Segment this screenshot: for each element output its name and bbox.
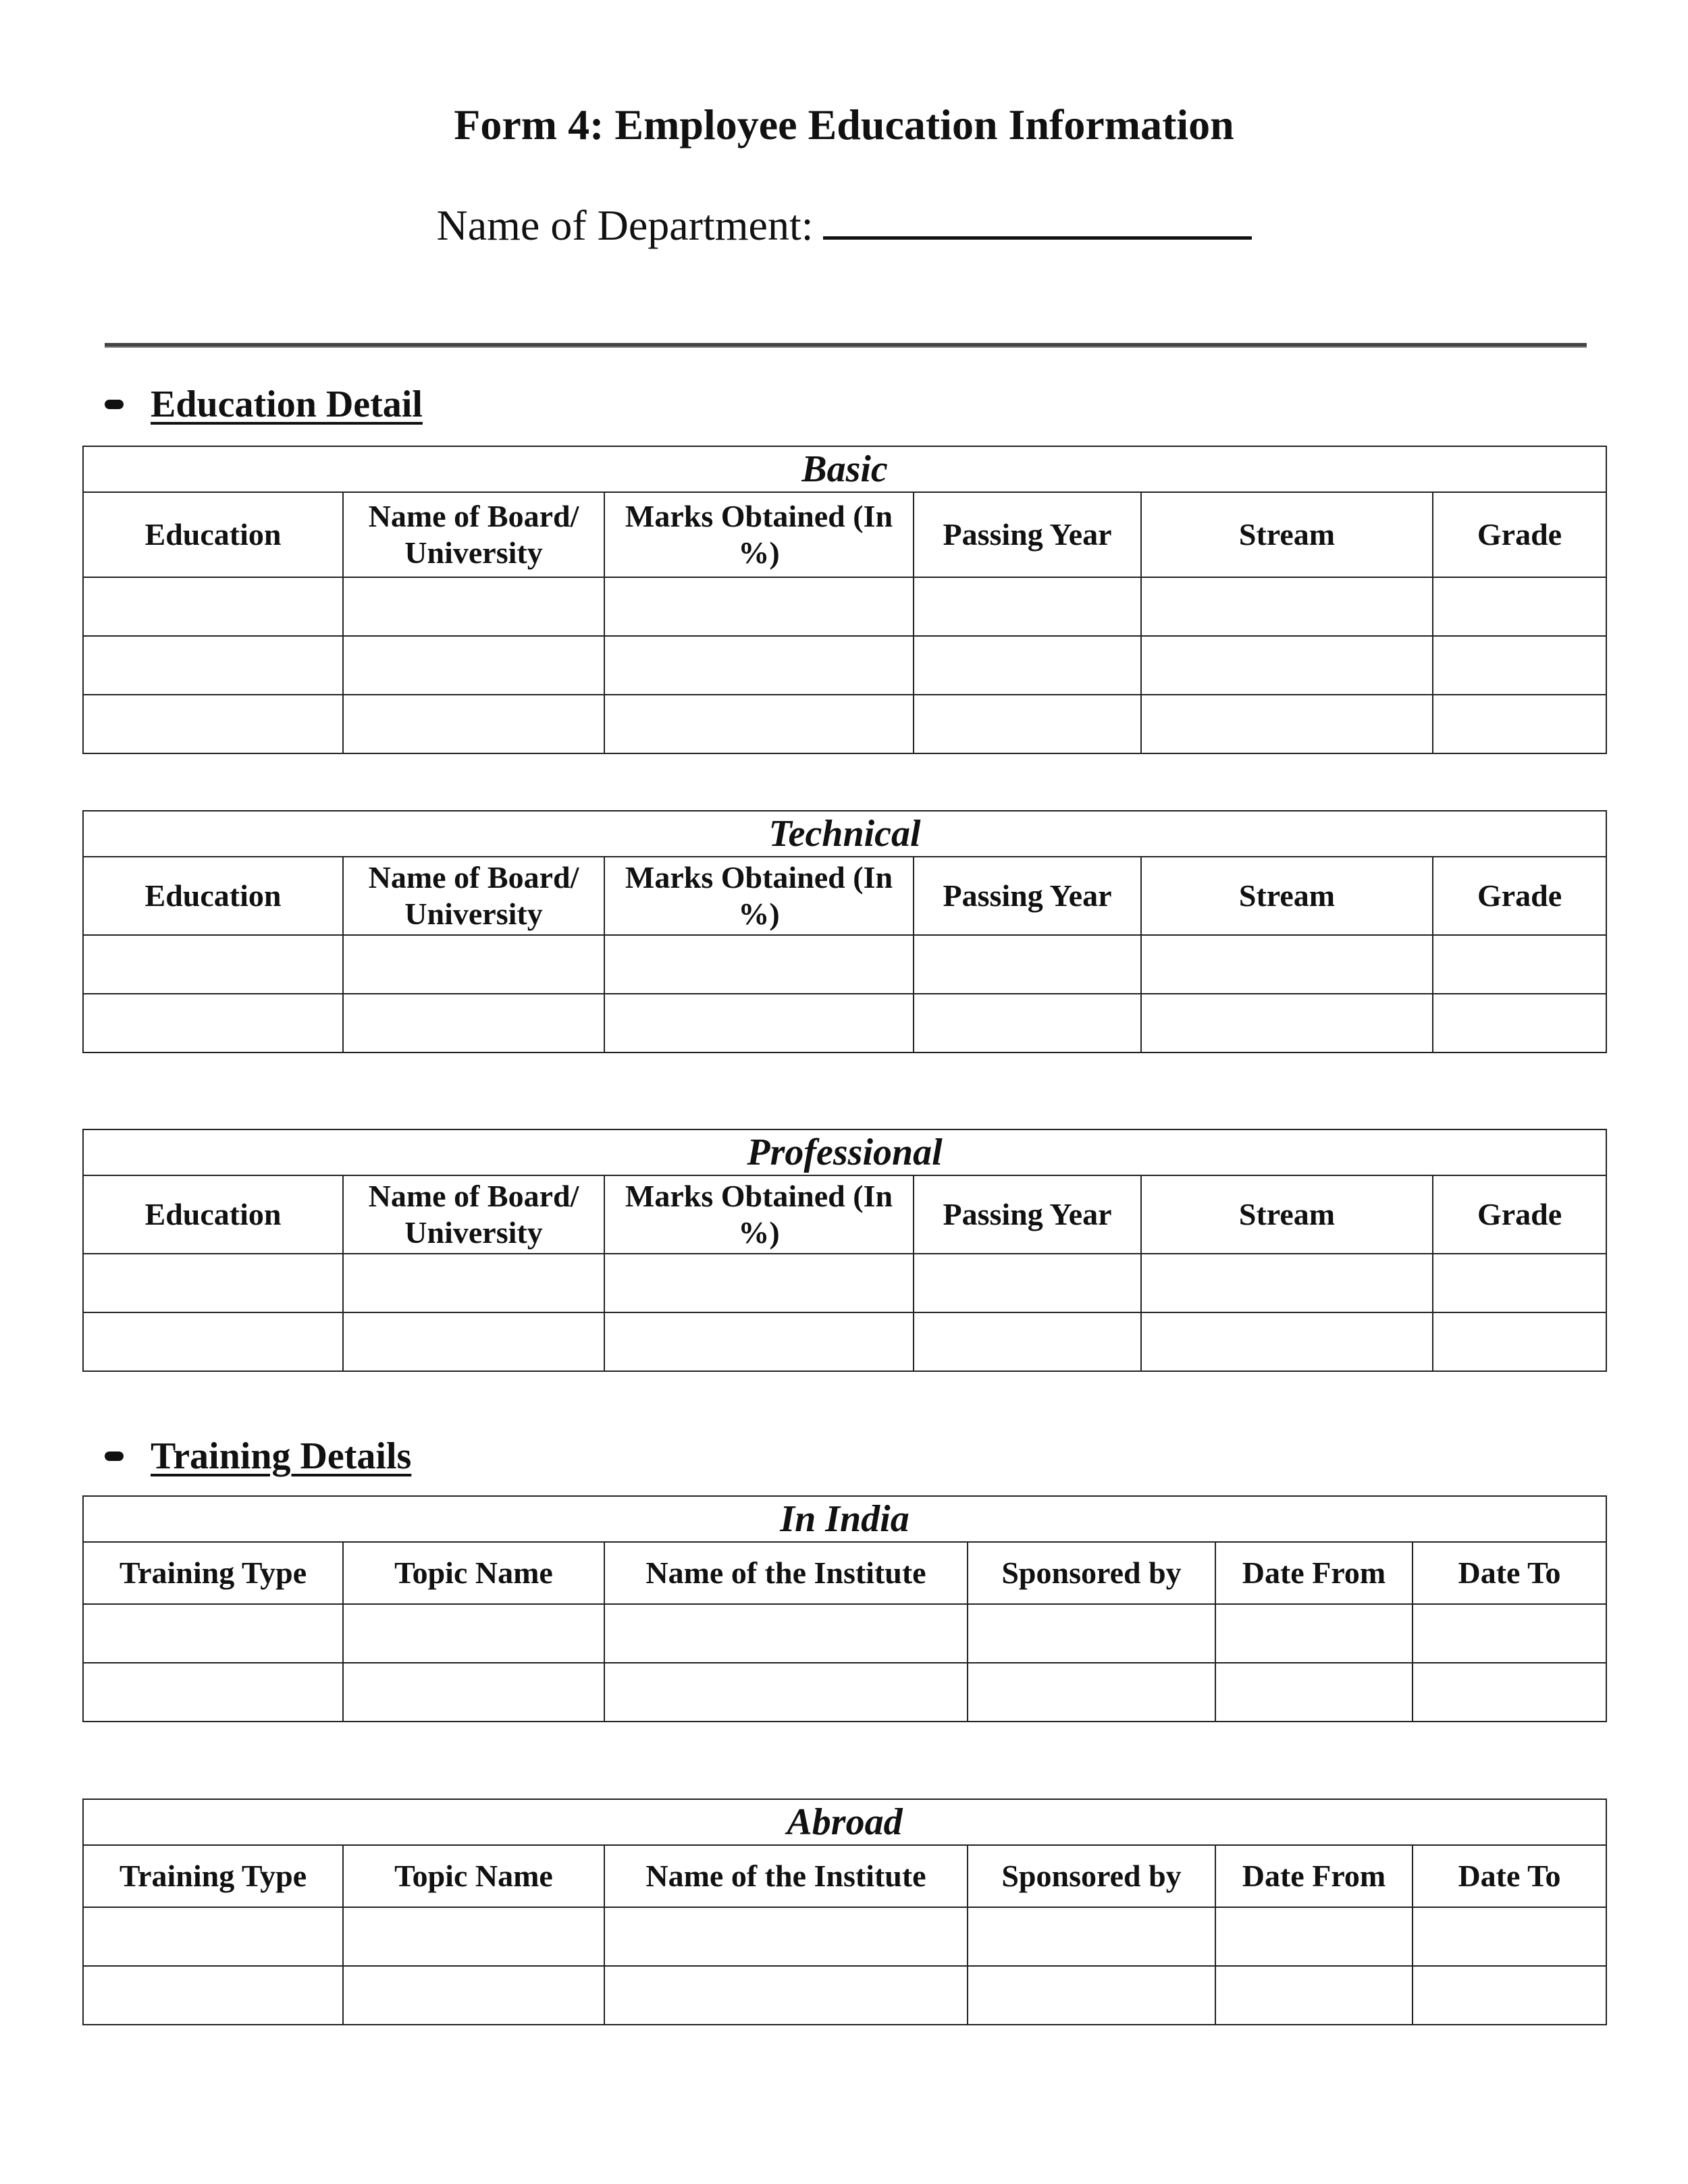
column-header: Date To — [1413, 1845, 1606, 1907]
table-header-row — [83, 1175, 1606, 1254]
column-header: Education — [83, 492, 343, 577]
table-cell-input[interactable] — [343, 1966, 604, 2025]
table-header-row — [83, 1542, 1606, 1604]
table-cell-input[interactable] — [914, 636, 1141, 695]
bullet-icon — [105, 1451, 124, 1461]
table-cell-input[interactable] — [1413, 1604, 1606, 1663]
column-header: Passing Year — [914, 857, 1141, 935]
technical-table — [82, 810, 1607, 1053]
table-row — [83, 1907, 1606, 1966]
table-cell-input[interactable] — [1413, 1663, 1606, 1722]
table-cell-input[interactable] — [343, 1604, 604, 1663]
table-cell-input[interactable] — [968, 1966, 1215, 2025]
table-row — [83, 935, 1606, 994]
table-cell-input[interactable] — [83, 1604, 343, 1663]
column-header: Name of Board/ University — [343, 857, 604, 935]
table-caption: Technical — [83, 811, 1606, 857]
table-cell-input[interactable] — [1141, 1312, 1433, 1371]
column-header: Education — [83, 1175, 343, 1254]
table-cell-input[interactable] — [83, 1312, 343, 1371]
table-cell-input[interactable] — [968, 1604, 1215, 1663]
column-header: Name of Board/ University — [343, 1175, 604, 1254]
table-cell-input[interactable] — [1215, 1966, 1413, 2025]
table-cell-input[interactable] — [1433, 695, 1606, 753]
table-cell-input[interactable] — [1413, 1966, 1606, 2025]
table-cell-input[interactable] — [914, 935, 1141, 994]
table-cell-input[interactable] — [1141, 935, 1433, 994]
department-input-blank[interactable] — [823, 197, 1252, 240]
education-heading-label: Education Detail — [151, 383, 423, 425]
table-row — [83, 1663, 1606, 1722]
table-cell-input[interactable] — [604, 695, 914, 753]
column-header: Grade — [1433, 857, 1606, 935]
table-cell-input[interactable] — [343, 1663, 604, 1722]
column-header: Grade — [1433, 1175, 1606, 1254]
table-cell-input[interactable] — [604, 935, 914, 994]
column-header: Passing Year — [914, 1175, 1141, 1254]
column-header: Date From — [1215, 1542, 1413, 1604]
in-india-table — [82, 1495, 1607, 1722]
column-header: Stream — [1141, 857, 1433, 935]
table-cell-input[interactable] — [604, 636, 914, 695]
table-cell-input[interactable] — [343, 994, 604, 1053]
table-row — [83, 695, 1606, 753]
table-cell-input[interactable] — [343, 935, 604, 994]
table-cell-input[interactable] — [1215, 1604, 1413, 1663]
table-cell-input[interactable] — [604, 1254, 914, 1312]
table-cell-input[interactable] — [343, 1907, 604, 1966]
abroad-table — [82, 1799, 1607, 2025]
table-cell-input[interactable] — [968, 1907, 1215, 1966]
training-section-heading — [105, 1433, 411, 1480]
table-cell-input[interactable] — [604, 1312, 914, 1371]
table-cell-input[interactable] — [83, 636, 343, 695]
column-header: Marks Obtained (In %) — [604, 857, 914, 935]
column-header: Topic Name — [343, 1542, 604, 1604]
table-cell-input[interactable] — [343, 1254, 604, 1312]
table-cell-input[interactable] — [83, 1663, 343, 1722]
table-cell-input[interactable] — [604, 994, 914, 1053]
department-line — [0, 197, 1688, 252]
table-cell-input[interactable] — [914, 1254, 1141, 1312]
table-cell-input[interactable] — [83, 577, 343, 636]
column-header: Name of Board/ University — [343, 492, 604, 577]
table-cell-input[interactable] — [1141, 577, 1433, 636]
table-cell-input[interactable] — [343, 695, 604, 753]
table-cell-input[interactable] — [83, 1254, 343, 1312]
basic-table — [82, 446, 1607, 754]
table-cell-input[interactable] — [914, 1312, 1141, 1371]
table-cell-input[interactable] — [1141, 1254, 1433, 1312]
table-caption: Professional — [83, 1129, 1606, 1175]
table-row — [83, 1312, 1606, 1371]
training-heading-label: Training Details — [151, 1435, 412, 1477]
column-header: Marks Obtained (In %) — [604, 1175, 914, 1254]
table-cell-input[interactable] — [83, 935, 343, 994]
professional-table — [82, 1129, 1607, 1372]
table-cell-input[interactable] — [83, 1907, 343, 1966]
table-cell-input[interactable] — [1141, 695, 1433, 753]
table-row — [83, 577, 1606, 636]
table-cell-input[interactable] — [604, 1966, 968, 2025]
table-cell-input[interactable] — [1215, 1663, 1413, 1722]
table-cell-input[interactable] — [1433, 935, 1606, 994]
table-cell-input[interactable] — [1433, 1254, 1606, 1312]
table-cell-input[interactable] — [604, 577, 914, 636]
table-cell-input[interactable] — [1141, 994, 1433, 1053]
table-row — [83, 636, 1606, 695]
table-cell-input[interactable] — [343, 577, 604, 636]
department-label: Name of Department: — [436, 201, 814, 249]
column-header: Name of the Institute — [604, 1542, 968, 1604]
column-header: Stream — [1141, 1175, 1433, 1254]
column-header: Education — [83, 857, 343, 935]
table-cell-input[interactable] — [1413, 1907, 1606, 1966]
column-header: Topic Name — [343, 1845, 604, 1907]
table-caption: Basic — [83, 446, 1606, 492]
table-row — [83, 1254, 1606, 1312]
column-header: Training Type — [83, 1845, 343, 1907]
table-row — [83, 1966, 1606, 2025]
table-header-row — [83, 1845, 1606, 1907]
bullet-icon — [105, 400, 124, 409]
column-header: Sponsored by — [968, 1845, 1215, 1907]
table-cell-input[interactable] — [1433, 1312, 1606, 1371]
table-cell-input[interactable] — [914, 994, 1141, 1053]
table-cell-input[interactable] — [604, 1907, 968, 1966]
table-cell-input[interactable] — [1433, 994, 1606, 1053]
column-header: Passing Year — [914, 492, 1141, 577]
table-header-row — [83, 492, 1606, 577]
table-cell-input[interactable] — [968, 1663, 1215, 1722]
column-header: Sponsored by — [968, 1542, 1215, 1604]
table-cell-input[interactable] — [914, 695, 1141, 753]
table-cell-input[interactable] — [83, 695, 343, 753]
column-header: Marks Obtained (In %) — [604, 492, 914, 577]
column-header: Stream — [1141, 492, 1433, 577]
table-header-row — [83, 857, 1606, 935]
column-header: Date To — [1413, 1542, 1606, 1604]
column-header: Grade — [1433, 492, 1606, 577]
table-cell-input[interactable] — [1141, 636, 1433, 695]
table-row — [83, 1604, 1606, 1663]
table-cell-input[interactable] — [1433, 636, 1606, 695]
table-cell-input[interactable] — [343, 636, 604, 695]
table-cell-input[interactable] — [1215, 1907, 1413, 1966]
table-caption: In India — [83, 1496, 1606, 1542]
table-cell-input[interactable] — [914, 577, 1141, 636]
header-divider — [105, 343, 1587, 348]
table-cell-input[interactable] — [1433, 577, 1606, 636]
table-caption: Abroad — [83, 1799, 1606, 1845]
table-cell-input[interactable] — [83, 994, 343, 1053]
form-title: Form 4: Employee Education Information — [454, 101, 1234, 149]
table-cell-input[interactable] — [604, 1663, 968, 1722]
education-section-heading — [105, 381, 423, 428]
table-cell-input[interactable] — [343, 1312, 604, 1371]
table-cell-input[interactable] — [83, 1966, 343, 2025]
column-header: Date From — [1215, 1845, 1413, 1907]
column-header: Name of the Institute — [604, 1845, 968, 1907]
table-row — [83, 994, 1606, 1053]
column-header: Training Type — [83, 1542, 343, 1604]
table-cell-input[interactable] — [604, 1604, 968, 1663]
